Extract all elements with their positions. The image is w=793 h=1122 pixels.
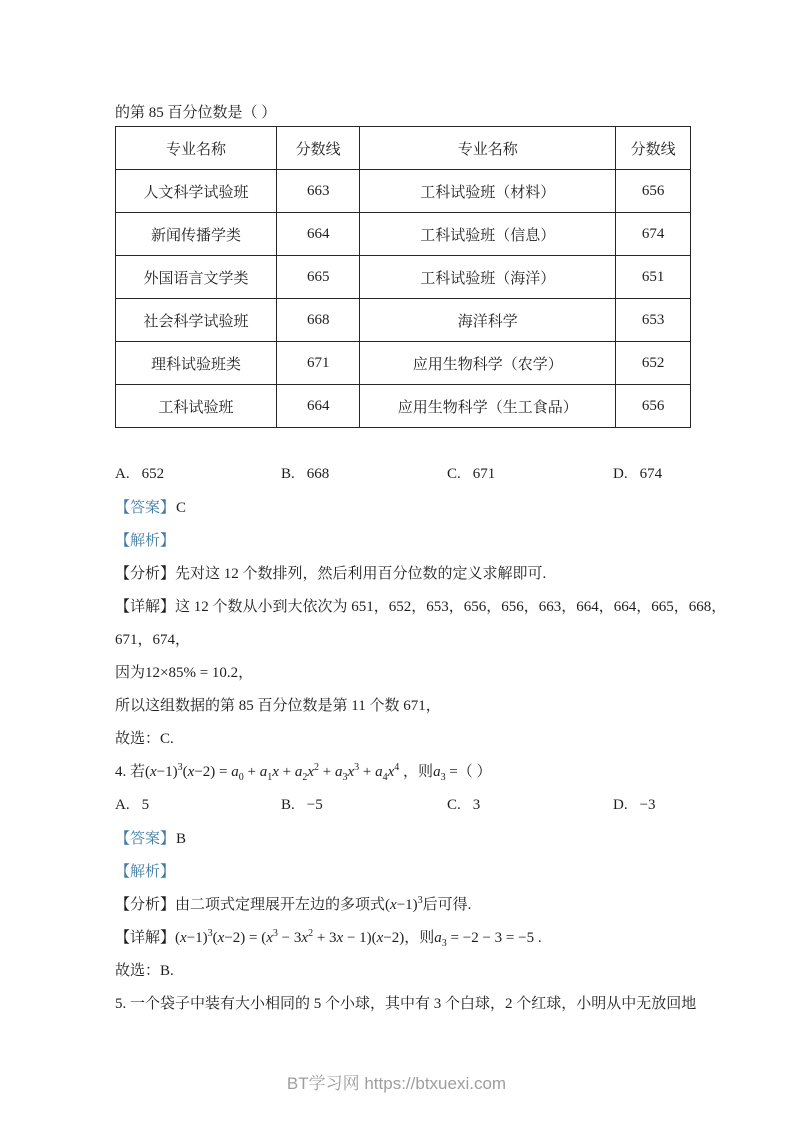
q3-option-c bbox=[447, 464, 613, 484]
cell-score: 674 bbox=[616, 213, 691, 256]
q4-option-c bbox=[447, 795, 613, 815]
table-row bbox=[116, 342, 691, 385]
fenxi-text: 先对这 12 个数排列，然后利用百分位数的定义求解即可. bbox=[175, 566, 547, 582]
q4-conclusion: 故选：B. bbox=[115, 963, 174, 979]
q3-option-a bbox=[115, 464, 281, 484]
jiexi-label: 【解析】 bbox=[115, 864, 176, 880]
cell-major: 海洋科学 bbox=[360, 299, 616, 342]
q4-stem: 4. 若$(x-1)^3(x-2) = a_0 + a_1x + a_2x^2 + a_3x^3 + a_4x^4$ ，则$a_3$ =（ ） bbox=[115, 762, 492, 783]
table-row bbox=[116, 213, 691, 256]
option-letter: D. bbox=[613, 466, 628, 482]
answer-value: B bbox=[176, 831, 187, 847]
q3-fenxi-line bbox=[115, 564, 691, 584]
cell-major: 工科试验班（材料） bbox=[360, 170, 616, 213]
cell-score: 656 bbox=[616, 170, 691, 213]
table-header-row bbox=[116, 127, 691, 170]
option-letter: A. bbox=[115, 466, 130, 482]
cell-score: 653 bbox=[616, 299, 691, 342]
q5-stem: 5. 一个袋子中装有大小相同的 5 个小球，其中有 3 个白球，2 个红球，小明从中无放回地 bbox=[115, 996, 697, 1012]
xiangjie-label: 【详解】 bbox=[115, 599, 176, 615]
cell-score: 664 bbox=[277, 213, 360, 256]
q4-answer-line bbox=[115, 829, 691, 849]
table-row bbox=[116, 256, 691, 299]
cell-score: 664 bbox=[277, 385, 360, 428]
q4-xiangjie-line bbox=[115, 928, 691, 948]
cell-major: 工科试验班（信息） bbox=[360, 213, 616, 256]
header-scoreline-right: 分数线 bbox=[616, 127, 691, 170]
cell-major: 工科试验班 bbox=[116, 385, 277, 428]
answer-value: C bbox=[176, 500, 187, 516]
fenxi-math: 由二项式定理展开左边的多项式$(x-1)^3$后可得. bbox=[175, 895, 472, 913]
option-letter: C. bbox=[447, 797, 461, 813]
cell-major: 应用生物科学（农学） bbox=[360, 342, 616, 385]
cell-major: 社会科学试验班 bbox=[116, 299, 277, 342]
cell-score: 663 bbox=[277, 170, 360, 213]
cell-score: 668 bbox=[277, 299, 360, 342]
xiangjie-math: $(x-1)^3(x-2) = (x^3 - 3x^2 + 3x - 1)(x-2)$，则$a_3 = -2 - 3 = -5$ . bbox=[175, 928, 542, 949]
xiangjie-label: 【详解】 bbox=[115, 930, 176, 946]
header-major-right: 专业名称 bbox=[360, 127, 616, 170]
q4-option-a bbox=[115, 795, 281, 815]
option-letter: A. bbox=[115, 797, 130, 813]
cell-major: 应用生物科学（生工食品） bbox=[360, 385, 616, 428]
header-major-left: 专业名称 bbox=[116, 127, 277, 170]
cell-score: 671 bbox=[277, 342, 360, 385]
q3-option-d bbox=[613, 464, 691, 484]
cell-score: 656 bbox=[616, 385, 691, 428]
jiexi-label: 【解析】 bbox=[115, 533, 176, 549]
q3-conclusion: 故选：C. bbox=[115, 731, 174, 747]
q4-options bbox=[115, 795, 691, 815]
cell-major: 新闻传播学类 bbox=[116, 213, 277, 256]
answer-label: 【答案】 bbox=[115, 831, 176, 847]
fenxi-label: 【分析】 bbox=[115, 566, 176, 582]
q4-fenxi-line bbox=[115, 895, 691, 915]
cell-major: 理科试验班类 bbox=[116, 342, 277, 385]
cell-score: 665 bbox=[277, 256, 360, 299]
option-value: 668 bbox=[306, 466, 330, 482]
q3-so-line: 所以这组数据的第 85 百分位数是第 11 个数 671， bbox=[115, 698, 441, 714]
option-value: 671 bbox=[472, 466, 496, 482]
q3-because-line: 因为12×85% = 10.2， bbox=[115, 665, 254, 681]
cell-score: 651 bbox=[616, 256, 691, 299]
cell-score: 652 bbox=[616, 342, 691, 385]
table-row bbox=[116, 385, 691, 428]
q4-option-d bbox=[613, 795, 691, 815]
xiangjie-text: 这 12 个数从小到大依次为 651，652，653，656，656，663，664，664，665，668， bbox=[175, 599, 727, 615]
q3-xiangjie-line1 bbox=[115, 597, 727, 617]
cell-major: 人文科学试验班 bbox=[116, 170, 277, 213]
option-value: 674 bbox=[639, 466, 663, 482]
q4-analysis-header bbox=[115, 862, 691, 882]
option-value: 652 bbox=[141, 466, 165, 482]
table-row bbox=[116, 299, 691, 342]
fenxi-label: 【分析】 bbox=[115, 897, 176, 913]
score-line-table bbox=[115, 126, 691, 428]
q3-option-b bbox=[281, 464, 447, 484]
q3-answer-line bbox=[115, 498, 691, 518]
q3-stem-continuation: 的第 85 百分位数是（ ） bbox=[115, 105, 277, 121]
q3-xiangjie-line2: 671，674， bbox=[115, 632, 191, 648]
q3-analysis-header bbox=[115, 531, 691, 551]
option-letter: B. bbox=[281, 797, 295, 813]
header-scoreline-left: 分数线 bbox=[277, 127, 360, 170]
q4-option-b bbox=[281, 795, 447, 815]
content-column bbox=[115, 103, 727, 1027]
q3-options bbox=[115, 464, 691, 484]
option-letter: C. bbox=[447, 466, 461, 482]
table-row bbox=[116, 170, 691, 213]
watermark-footer: BT学习网 https://btxuexi.com bbox=[286, 1074, 507, 1093]
cell-major: 工科试验班（海洋） bbox=[360, 256, 616, 299]
option-value: 5 bbox=[141, 797, 150, 813]
option-value: −5 bbox=[306, 797, 323, 813]
cell-major: 外国语言文学类 bbox=[116, 256, 277, 299]
option-letter: D. bbox=[613, 797, 628, 813]
option-value: 3 bbox=[472, 797, 481, 813]
option-letter: B. bbox=[281, 466, 295, 482]
option-value: −3 bbox=[639, 797, 656, 813]
answer-label: 【答案】 bbox=[115, 500, 176, 516]
